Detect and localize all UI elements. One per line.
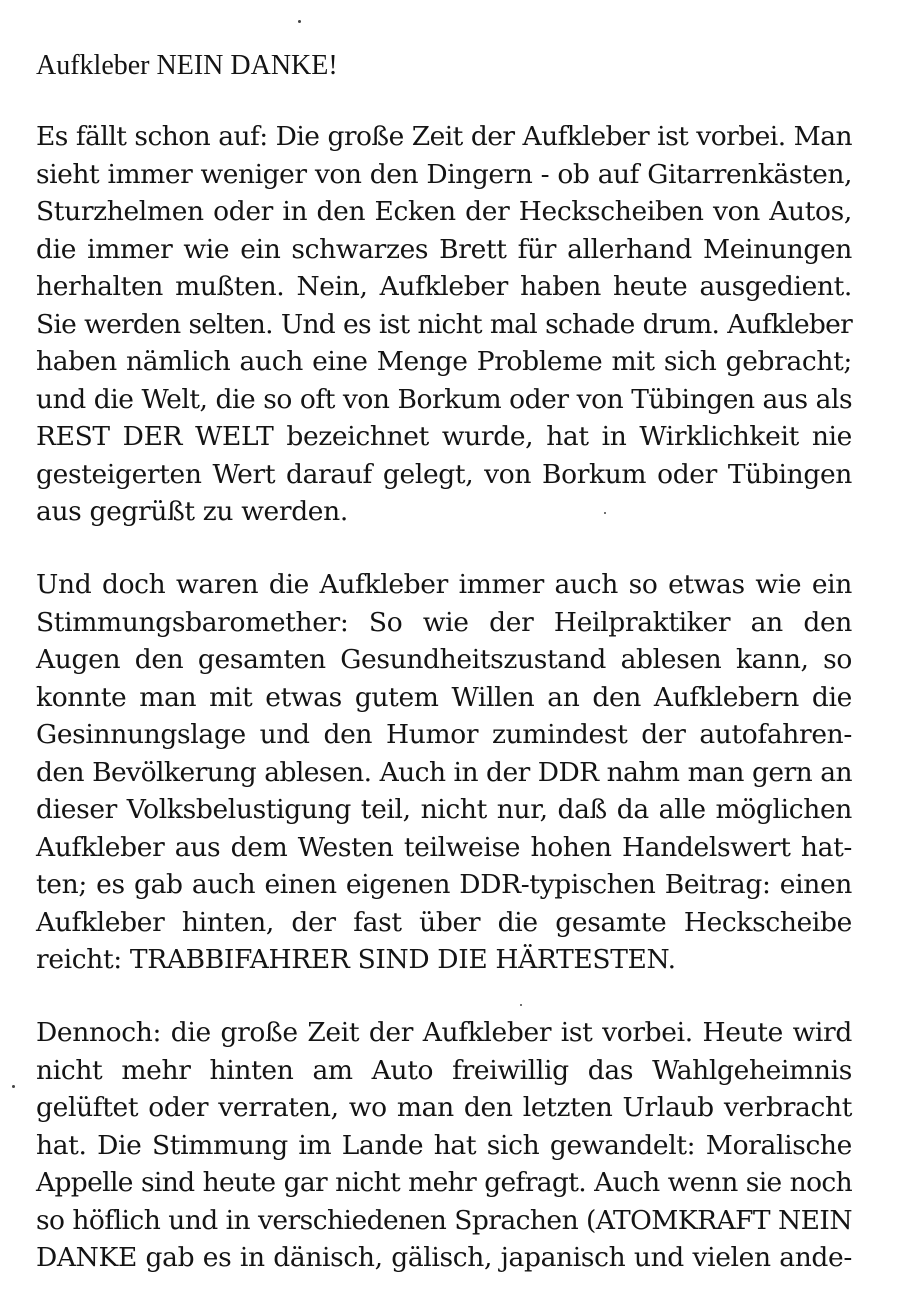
text-line: Augen den gesamten Gesundheitszustand ablesen kann, so [36, 644, 852, 675]
scan-speck [520, 1004, 522, 1006]
text-line: Sie werden selten. Und es ist nicht mal schade drum. Aufkleber [36, 308, 852, 340]
text-line: haben nämlich auch eine Menge Probleme mit sich gebracht; [36, 346, 852, 377]
text-line: den Bevölkerung ablesen. Auch in der DDR nahm man gern an [36, 756, 852, 788]
text-line: gelüftet oder verraten, wo man den letzten Urlaub verbracht [36, 1092, 852, 1123]
text-line: so höflich und in verschiedenen Sprachen (ATOMKRAFT NEIN [36, 1204, 852, 1236]
text-line: REST DER WELT bezeichnet wurde, hat in Wirklichkeit nie [36, 421, 852, 452]
text-line: Aufkleber aus dem Westen teilweise hohen Handelswert hat- [36, 831, 852, 863]
text-line: Und doch waren die Aufkleber immer auch so etwas wie ein [36, 569, 852, 600]
text-line: und die Welt, die so oft von Borkum oder von Tübingen aus als [36, 383, 853, 415]
scan-speck [12, 1085, 15, 1088]
paragraph-3 [36, 1014, 852, 1277]
scan-speck [604, 512, 606, 514]
text-line: Aufkleber hinten, der fast über die gesamte Heckscheibe [36, 906, 852, 938]
text-line: Gesinnungslage und den Humor zumindest der autofahren- [36, 719, 852, 750]
text-line: Appelle sind heute gar nicht mehr gefragt. Auch wenn sie noch [36, 1167, 852, 1198]
text-line: Dennoch: die große Zeit der Aufkleber ist vorbei. Heute wird [36, 1017, 852, 1048]
text-line: DANKE gab es in dänisch, gälisch, japanisch und vielen ande- [36, 1242, 852, 1273]
paragraph-2 [36, 566, 852, 979]
paragraph-1 [36, 118, 852, 531]
text-line: die immer wie ein schwarzes Brett für allerhand Meinungen [36, 233, 852, 265]
text-line: konnte man mit etwas gutem Willen an den Aufklebern die [36, 681, 852, 713]
text-line: aus gegrüßt zu werden. [36, 496, 348, 527]
text-line: Stimmungsbaromether: So wie der Heilpraktiker an den [36, 606, 852, 638]
scan-speck [298, 20, 301, 23]
text-line: Sturzhelmen oder in den Ecken der Heckscheiben von Autos, [36, 196, 852, 227]
text-line: dieser Volksbelustigung teil, nicht nur, daß da alle möglichen [36, 794, 852, 825]
text-line: nicht mehr hinten am Auto freiwillig das Wahlgeheimnis [36, 1054, 852, 1086]
text-line: Es fällt schon auf: Die große Zeit der Aufkleber ist vorbei. Man [36, 121, 852, 152]
text-line: gesteigerten Wert darauf gelegt, von Borkum oder Tübingen [36, 458, 852, 490]
text-line: herhalten mußten. Nein, Aufkleber haben heute ausgedient. [36, 271, 852, 302]
text-line: sieht immer weniger von den Dingern - ob auf Gitarrenkästen, [36, 158, 852, 190]
text-line: ten; es gab auch einen eigenen DDR-typischen Beitrag: einen [36, 869, 852, 900]
text-line: hat. Die Stimmung im Lande hat sich gewandelt: Moralische [36, 1129, 852, 1161]
text-line: reicht: TRABBIFAHRER SIND DIE HÄRTESTEN. [36, 944, 676, 975]
document-title: Aufkleber NEIN DANKE! [36, 50, 338, 81]
